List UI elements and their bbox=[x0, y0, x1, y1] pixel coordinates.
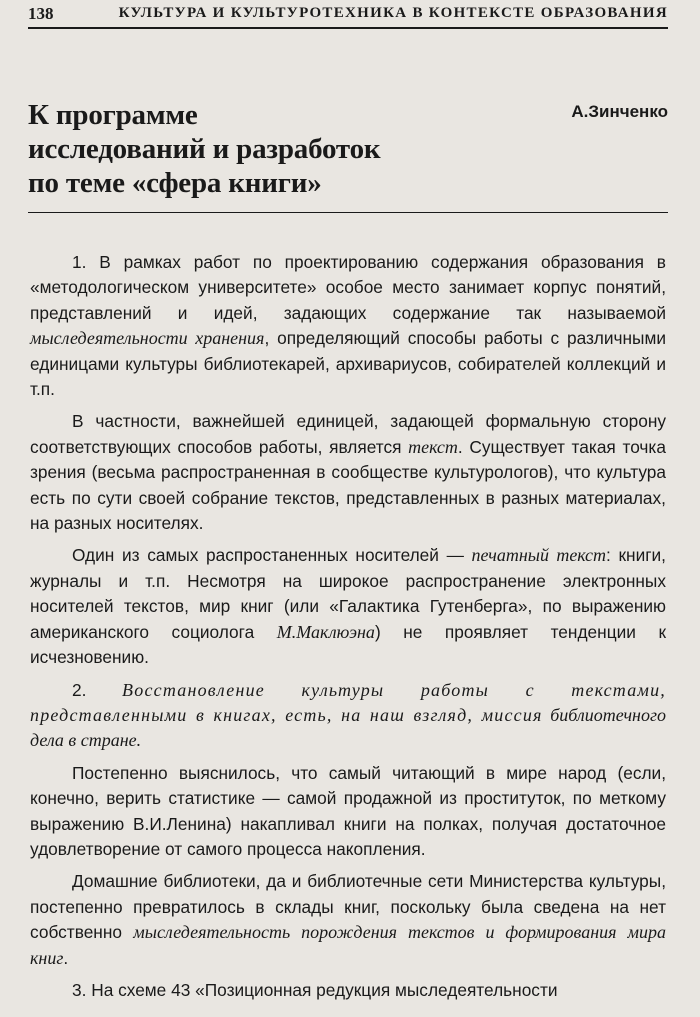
article-heading bbox=[28, 98, 668, 213]
text-run: В частности, важнейшей единицей, задающей формальную сторону соответствующих способов работы, является bbox=[30, 411, 666, 457]
text-run: . Существует такая точка зрения (весьма распространенная в сообществе культурологов), что культура есть по сути своей собрание текстов, представленных в разных материалах, на разных носителях. bbox=[30, 436, 666, 534]
text-run: 2. bbox=[72, 679, 123, 700]
italic-term: мыследеятельности хранения bbox=[30, 328, 265, 349]
text-run: Домашние библиотеки, да и библиотечные сети Министерства культуры, постепенно превратилось в склады книг, поскольку была сведена на нет собственно bbox=[30, 871, 666, 943]
paragraph-2 bbox=[30, 409, 666, 536]
text-run: ) не проявляет тенденции к исчезновению. bbox=[30, 621, 667, 668]
text-run: . bbox=[63, 947, 69, 968]
italic-term: печатный текст bbox=[471, 545, 607, 566]
paragraph-5: Постепенно выяснилось, что самый читающий в мире народ (если, конечно, верить статистике — самой продажной из проституток, по меткому выражению В.И.Ленина) накапливал книги на полках, получая достаточное удовлетворение от самого процесса накопления. bbox=[30, 762, 666, 859]
running-title: КУЛЬТУРА И КУЛЬТУРОТЕХНИКА В КОНТЕКСТЕ ОБРАЗОВАНИЯ bbox=[118, 5, 668, 21]
italic-thesis: Восстановление культуры работы с текстами, представленными в книгах, есть, на наш взгляд, миссия bbox=[30, 679, 666, 725]
article-title: К программе исследований и разработок по теме «сфера книги» bbox=[28, 99, 381, 199]
text-run: 1. В рамках работ по проектированию содержания образования в «методологическом университете» особое место занимает корпус понятий, представлений и идей, задающих содержание так называемой bbox=[30, 252, 666, 323]
paragraph-1 bbox=[30, 250, 666, 402]
text-run: , определяющий способы работы с различными единицами культуры библиотекарей, архивариусов, собирателей коллекций и т.п. bbox=[30, 328, 666, 400]
running-header bbox=[28, 0, 668, 29]
text-run: : книги, журналы и т.п. Несмотря на широкое распространение электронных носителей текстов, мир книг (или «Галактика Гутенберга», по выражению американского социолога bbox=[30, 545, 666, 642]
article-author: А.Зинченко bbox=[571, 102, 668, 121]
article-body bbox=[30, 250, 666, 1010]
paragraph-4 bbox=[30, 678, 666, 754]
paragraph-6 bbox=[30, 869, 666, 971]
page-number: 138 bbox=[28, 3, 54, 23]
italic-thesis: библиотечного дела в стране. bbox=[30, 704, 666, 751]
italic-name: М.Маклюэна bbox=[276, 621, 375, 642]
paragraph-7: 3. На схеме 43 «Позиционная редукция мыследеятельности bbox=[72, 979, 558, 1000]
italic-term: мыследеятельность порождения текстов и формирования мира книг bbox=[30, 922, 666, 968]
paragraph-3 bbox=[30, 543, 666, 670]
italic-term: текст bbox=[408, 436, 458, 457]
text-run: Один из самых распростаненных носителей — bbox=[72, 545, 472, 566]
